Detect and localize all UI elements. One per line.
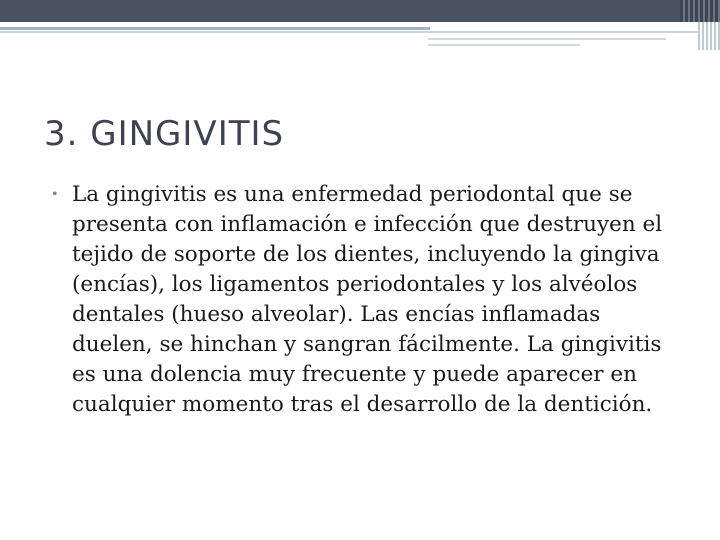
bullet-icon: •	[52, 186, 58, 203]
accent-line	[0, 31, 720, 33]
bullet-list	[52, 180, 682, 500]
accent-line	[428, 44, 580, 46]
accent-line	[428, 38, 666, 40]
top-decorative-bar	[0, 0, 720, 22]
corner-stripes	[698, 22, 720, 50]
accent-line	[0, 27, 430, 30]
slide-title: 3. GINGIVITIS	[44, 114, 285, 154]
top-bar-stripes	[680, 0, 720, 22]
bullet-text: La gingivitis es una enfermedad periodontal que se presenta con inflamación e infección que destruyen el tejido de soporte de los dientes, incluyendo la gingiva (encías), los ligamentos periodontales y los alvéolos dentales (hueso alveolar). Las encías inflamadas duelen, se hinchan y sangran fácilmente. La gingivitis es una dolencia muy frecuente y puede aparecer en cualquier momento tras el desarrollo de la dentición.	[72, 182, 663, 417]
